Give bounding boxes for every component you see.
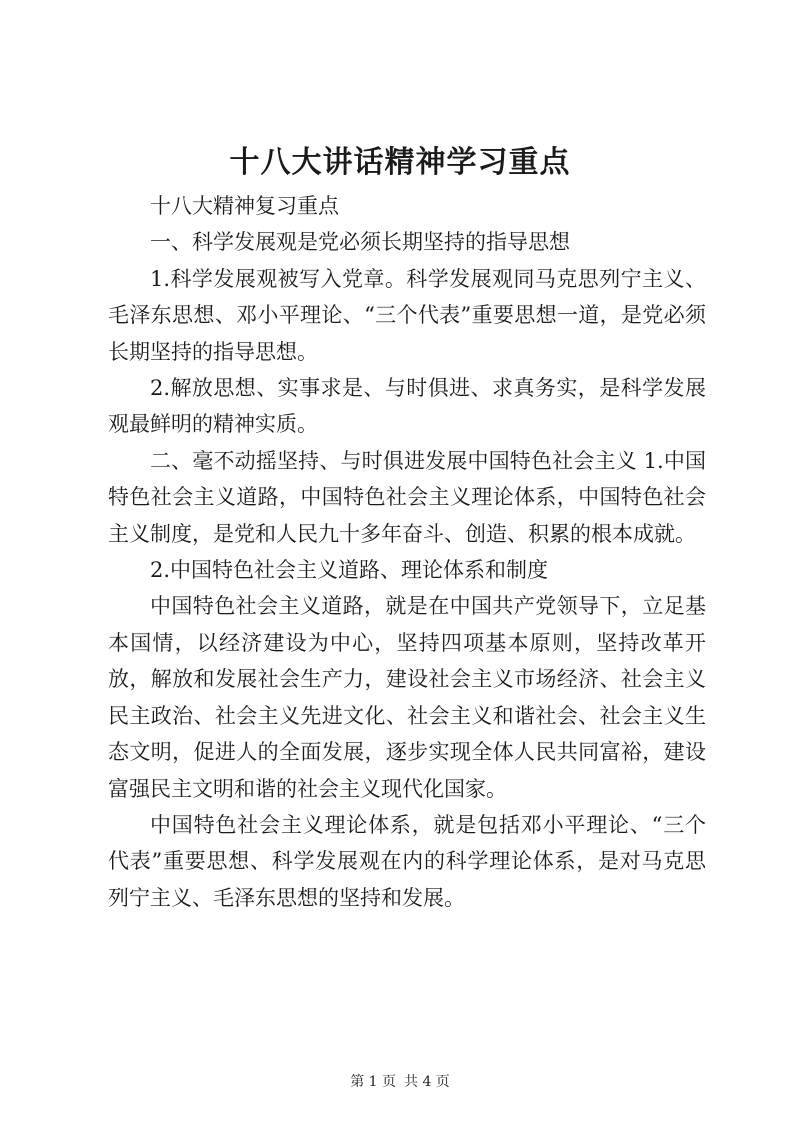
page-number: 第 1 页 [350,1074,396,1090]
paragraph-section-1-heading: 一、科学发展观是党必须长期坚持的指导思想 [150,230,570,255]
paragraph-2: 2.解放思想、实事求是、与时俱进、求真务实，是科学发展观最鲜明的精神实质。 [108,376,706,437]
paragraph-subtitle: 十八大精神复习重点 [150,194,339,218]
paragraph-1: 1.科学发展观被写入党章。科学发展观同马克思列宁主义、毛泽东思想、邓小平理论、“三个代表”重要思想一道，是党必须长期坚持的指导思想。 [108,266,706,364]
page-total: 共 4 页 [404,1074,450,1090]
document-body [108,188,706,916]
paragraph-section-2-heading: 二、毫不动摇坚持、与时俱进发展中国特色社会主义 1.中国特色社会主义道路，中国特色社会主义理论体系，中国特色社会主义制度，是党和人民九十多年奋斗、创造、积累的根本成就。 [108,448,706,546]
page-footer [0,1072,800,1092]
paragraph-4: 中国特色社会主义道路，就是在中国共产党领导下，立足基本国情，以经济建设为中心，坚持四项基本原则，坚持改革开放，解放和发展社会生产力，建设社会主义市场经济、社会主义民主政治、社会主义先进文化、社会主义和谐社会、社会主义生态文明，促进人的全面发展，逐步实现全体人民共同富裕，建设富强民主文明和谐的社会主义现代化国家。 [108,594,706,801]
paragraph-3: 2.中国特色社会主义道路、理论体系和制度 [150,558,549,583]
document-title: 十八大讲话精神学习重点 [229,145,571,180]
paragraph-5: 中国特色社会主义理论体系，就是包括邓小平理论、“三个代表”重要思想、科学发展观在内的科学理论体系，是对马克思列宁主义、毛泽东思想的坚持和发展。 [108,812,706,910]
